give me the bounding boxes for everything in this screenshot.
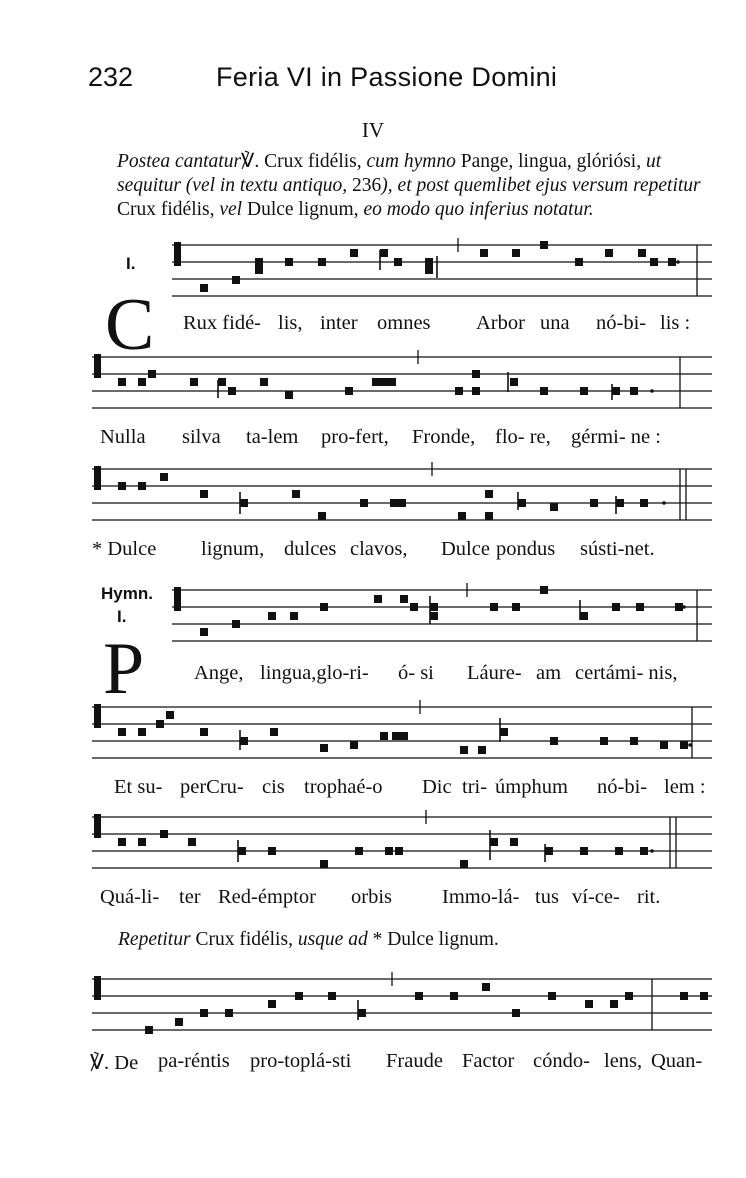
neume-note: [605, 249, 613, 257]
neume-note: [482, 983, 490, 991]
neume-note: [380, 249, 388, 257]
neume-note: [345, 387, 353, 395]
syllable: ó- si: [398, 662, 434, 684]
chant-staff-2: [0, 340, 746, 420]
rubric-fragment: Crux fidélis,: [190, 929, 298, 950]
neume-note: [145, 1026, 153, 1034]
neume-note: [218, 378, 226, 386]
syllable: pro-toplá-sti: [250, 1050, 352, 1072]
syllable: Nulla: [100, 426, 146, 448]
syllable: sústi-net.: [580, 538, 655, 560]
syllable: lens,: [604, 1050, 643, 1072]
rubric-fragment: 236: [352, 175, 382, 196]
neume-note: [518, 499, 526, 507]
syllable: dulces: [284, 538, 337, 560]
neume-note: [640, 847, 648, 855]
syllable: certámi- nis,: [575, 662, 678, 684]
neume-note: [612, 603, 620, 611]
rubric-fragment: eo modo quo inferius notatur.: [363, 199, 594, 220]
neume-note: [580, 387, 588, 395]
neume-note: [232, 276, 240, 284]
neume-note: [350, 741, 358, 749]
chant-staff-3: [0, 452, 746, 532]
neume-note: [636, 603, 644, 611]
syllable: ter: [179, 886, 201, 908]
neume-note: [680, 992, 688, 1000]
rubric-fragment: Postea cantatur: [117, 151, 242, 172]
neume-note: [200, 284, 208, 292]
neume-note: [138, 378, 146, 386]
syllable: Láure-: [467, 662, 522, 684]
neume-note: [450, 992, 458, 1000]
verse-number: I.: [117, 607, 127, 626]
mora-dot: [662, 501, 666, 505]
neume-note: [318, 258, 326, 266]
neume-note: [548, 992, 556, 1000]
rubric-fragment: vel: [219, 199, 243, 220]
neume-note: [680, 741, 688, 749]
staff-system-2: [0, 340, 746, 455]
neume-note: [478, 746, 486, 754]
neume-note: [675, 603, 683, 611]
neume-note: [490, 838, 498, 846]
neume-note: [480, 249, 488, 257]
neume-note: [260, 378, 268, 386]
mora-dot: [626, 994, 630, 998]
neume-note: [550, 737, 558, 745]
mora-dot: [688, 743, 692, 747]
hymn-label: Hymn.: [101, 584, 153, 603]
neume-note: [395, 847, 403, 855]
mode-indicator: IV: [361, 118, 385, 142]
neume-note: [550, 503, 558, 511]
neume-note: [485, 490, 493, 498]
syllable: Dulce: [441, 538, 490, 560]
neume-note: [660, 741, 668, 749]
rubric-fragment: Crux fidélis,: [259, 151, 367, 172]
neume-note: [400, 595, 408, 603]
neume-note: [616, 499, 624, 507]
neume-note: [400, 732, 408, 740]
syllable: silva: [182, 426, 221, 448]
neume-note: [160, 473, 168, 481]
neume-note: [118, 728, 126, 736]
rubric-fragment: ), et post quemlibet ejus versum repetitur: [381, 175, 701, 196]
neume-note: [512, 249, 520, 257]
chant-staff-6: [0, 800, 746, 880]
neume-note: [188, 838, 196, 846]
neume-note: [472, 387, 480, 395]
drop-initial-c: C: [105, 284, 155, 366]
neume-note: [292, 490, 300, 498]
neume-note: [255, 258, 263, 266]
neume-note: [388, 378, 396, 386]
syllable: * Dulce: [92, 538, 157, 560]
syllable: Immo-lá-: [442, 886, 520, 908]
syllable: ta-lem: [246, 426, 299, 448]
neume-note: [590, 499, 598, 507]
neume-note: [545, 847, 553, 855]
syllable: cis: [262, 776, 285, 798]
intro-rubric: [117, 150, 715, 222]
c-clef-icon: [174, 242, 181, 266]
syllable: lingua,glo-ri-: [260, 662, 369, 684]
neume-note: [490, 603, 498, 611]
neume-note: [320, 603, 328, 611]
neume-note: [200, 1009, 208, 1017]
syllable: ví-ce-: [572, 886, 620, 908]
neume-note: [460, 860, 468, 868]
neume-note: [270, 728, 278, 736]
neume-note: [138, 482, 146, 490]
syllable: tri-: [462, 776, 488, 798]
rubric-fragment: Pange, lingua, glóriósi,: [455, 151, 646, 172]
neume-note: [240, 737, 248, 745]
neume-note: [472, 370, 480, 378]
neume-note: [700, 992, 708, 1000]
neume-note: [580, 847, 588, 855]
syllable: Red-émptor: [218, 886, 316, 908]
neume-note: [285, 258, 293, 266]
mora-dot: [676, 260, 680, 264]
neume-note: [585, 1000, 593, 1008]
neume-note: [410, 603, 418, 611]
neume-note: [380, 732, 388, 740]
syllable: Et su-: [114, 776, 163, 798]
neume-note: [630, 737, 638, 745]
neume-note: [612, 387, 620, 395]
neume-note: [285, 391, 293, 399]
neume-note: [390, 499, 398, 507]
syllable: tus: [535, 886, 559, 908]
neume-note: [232, 620, 240, 628]
neume-note: [318, 512, 326, 520]
neume-note: [320, 744, 328, 752]
neume-note: [398, 499, 406, 507]
rubric-fragment: Dulce lignum,: [242, 199, 364, 220]
neume-note: [510, 378, 518, 386]
c-clef-icon: [94, 466, 101, 490]
neume-note: [200, 628, 208, 636]
repetitur-rubric: [118, 928, 716, 952]
neume-note: [512, 1009, 520, 1017]
neume-note: [372, 378, 380, 386]
syllable: am: [536, 662, 562, 684]
neume-note: [320, 860, 328, 868]
syllable: lignum,: [201, 538, 265, 560]
c-clef-icon: [94, 704, 101, 728]
rubric-fragment: * Dulce lignum.: [367, 929, 499, 950]
neume-note: [512, 603, 520, 611]
c-clef-icon: [174, 587, 181, 611]
drop-initial-p: P: [103, 628, 145, 710]
neume-note: [540, 387, 548, 395]
neume-note: [668, 258, 676, 266]
c-clef-icon: [94, 976, 101, 1000]
neume-note: [385, 847, 393, 855]
syllable: Fraude: [386, 1050, 443, 1072]
mora-dot: [650, 389, 654, 393]
neume-note: [268, 847, 276, 855]
syllable: ℣. De: [90, 1052, 139, 1074]
syllable: flo- re,: [495, 426, 551, 448]
neume-note: [630, 387, 638, 395]
neume-note: [580, 612, 588, 620]
staff-system-6: [0, 800, 746, 915]
neume-note: [380, 378, 388, 386]
rubric-fragment: usque ad: [297, 929, 368, 950]
neume-note: [268, 612, 276, 620]
staff-system-5: [0, 690, 746, 805]
neume-note: [640, 499, 648, 507]
syllable: Factor: [462, 1050, 515, 1072]
neume-note: [455, 387, 463, 395]
neume-note: [358, 1009, 366, 1017]
syllable: gérmi- ne :: [571, 426, 661, 448]
neume-note: [118, 378, 126, 386]
neume-note: [190, 378, 198, 386]
rubric-fragment: ut sequitur (vel in textu antiquo,: [117, 151, 662, 196]
chant-staff-5: [0, 690, 746, 770]
syllable: trophaé-o: [304, 776, 383, 798]
neume-note: [374, 595, 382, 603]
mora-dot: [650, 849, 654, 853]
syllable: Arbor: [476, 312, 525, 334]
staff-system-3: [0, 452, 746, 567]
neume-note: [394, 258, 402, 266]
syllable: Ange,: [194, 662, 244, 684]
neume-note: [510, 838, 518, 846]
neume-note: [430, 612, 438, 620]
page-number: 232: [88, 62, 134, 92]
neume-note: [295, 992, 303, 1000]
neume-note: [255, 266, 263, 274]
neume-note: [575, 258, 583, 266]
neume-note: [500, 728, 508, 736]
syllable: pa-réntis: [158, 1050, 230, 1072]
verse-number: I.: [126, 254, 136, 273]
syllable: lis,: [278, 312, 303, 334]
syllable: clavos,: [350, 538, 408, 560]
syllable: pondus: [496, 538, 556, 560]
neume-note: [600, 737, 608, 745]
neume-note: [138, 728, 146, 736]
syllable: pro-fert,: [321, 426, 389, 448]
syllable: inter: [320, 312, 358, 334]
neume-note: [175, 1018, 183, 1026]
syllable: perCru-: [180, 776, 244, 798]
neume-note: [138, 838, 146, 846]
neume-note: [240, 499, 248, 507]
neume-note: [415, 992, 423, 1000]
staff-system-4: [0, 570, 746, 710]
page-header: [88, 62, 708, 102]
syllable: cóndo-: [533, 1050, 590, 1072]
syllable: una: [540, 312, 570, 334]
syllable: orbis: [351, 886, 392, 908]
syllable: Quá-li-: [100, 886, 160, 908]
neume-note: [268, 1000, 276, 1008]
neume-note: [615, 847, 623, 855]
syllable: omnes: [377, 312, 431, 334]
rubric-fragment: ℣.: [241, 151, 260, 172]
chant-staff-7: [0, 962, 746, 1042]
neume-note: [540, 241, 548, 249]
neume-note: [166, 711, 174, 719]
syllable: Rux fidé-: [183, 312, 261, 334]
staff-system-7: [0, 962, 746, 1082]
neume-note: [238, 847, 246, 855]
c-clef-icon: [94, 354, 101, 378]
c-clef-icon: [94, 814, 101, 838]
rubric-fragment: Repetitur: [118, 929, 191, 950]
neume-note: [360, 499, 368, 507]
neume-note: [355, 847, 363, 855]
neume-note: [425, 258, 433, 266]
neume-note: [328, 992, 336, 1000]
neume-note: [540, 586, 548, 594]
neume-note: [148, 370, 156, 378]
neume-note: [200, 490, 208, 498]
neume-note: [160, 830, 168, 838]
neume-note: [485, 512, 493, 520]
staff-system-1: [0, 228, 746, 366]
neume-note: [425, 266, 433, 274]
neume-note: [156, 720, 164, 728]
neume-note: [638, 249, 646, 257]
neume-note: [392, 732, 400, 740]
mora-dot: [682, 605, 686, 609]
neume-note: [118, 838, 126, 846]
syllable: lem :: [664, 776, 706, 798]
syllable: úmphum: [495, 776, 568, 798]
neume-note: [290, 612, 298, 620]
syllable: lis :: [660, 312, 691, 334]
page-title: Feria VI in Passione Domini: [216, 62, 558, 92]
neume-note: [228, 387, 236, 395]
neume-note: [650, 258, 658, 266]
neume-note: [200, 728, 208, 736]
neume-note: [460, 746, 468, 754]
syllable: Fronde,: [412, 426, 476, 448]
neume-note: [430, 603, 438, 611]
neume-note: [610, 1000, 618, 1008]
rubric-fragment: cum hymno: [366, 151, 456, 172]
syllable: nó-bi-: [596, 312, 647, 334]
syllable: nó-bi-: [597, 776, 648, 798]
neume-note: [350, 249, 358, 257]
syllable: Dic: [422, 776, 452, 798]
neume-note: [458, 512, 466, 520]
syllable: Quan-: [651, 1050, 703, 1072]
rubric-fragment: Crux fidélis,: [117, 199, 220, 220]
neume-note: [225, 1009, 233, 1017]
neume-note: [118, 482, 126, 490]
syllable: rit.: [637, 886, 661, 908]
